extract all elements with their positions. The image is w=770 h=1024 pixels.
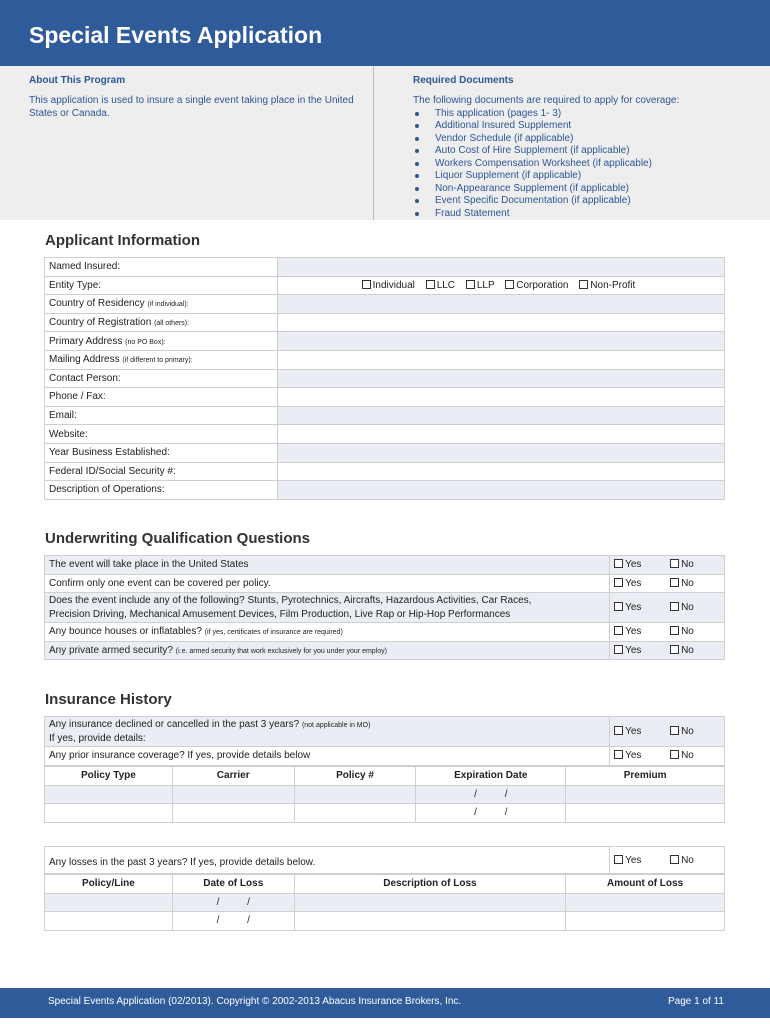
checkbox-icon [670,602,679,611]
question-3: Does the event include any of the following? Stunts, Pyrotechnics, Aircrafts, Hazardous Activities, Car Races, Precision Driving, Mechanical Amusement Devices, Film Production, Live Rap or Hip-Hop Performances [45,593,610,623]
table-row [45,313,725,332]
table-row [45,717,725,747]
no-checkbox[interactable]: No [670,626,694,637]
country-residency-field[interactable] [277,295,724,314]
checkbox-icon [614,626,623,635]
underwriting-section-title: Underwriting Qualification Questions [45,530,311,547]
table-row [45,556,725,575]
carrier-cell[interactable] [172,804,294,823]
policy-number-cell[interactable] [294,785,416,804]
documents-heading: Required Documents [413,75,514,86]
table-row [45,443,725,462]
checkbox-icon [614,602,623,611]
table-row [45,875,725,894]
policy-number-cell[interactable] [294,804,416,823]
table-row [45,258,725,277]
policy-line-cell[interactable] [45,912,173,931]
question-1: The event will take place in the United States [45,556,610,575]
primary-address-label: Primary Address (no PO Box): [45,332,278,351]
entity-option-non-profit[interactable]: Non-Profit [579,280,635,291]
history-section-title: Insurance History [45,691,172,708]
website-label: Website: [45,425,278,444]
checkbox-icon [670,559,679,568]
checkbox-icon [614,578,623,587]
losses-question-table [44,846,725,874]
premium-cell[interactable] [566,804,725,823]
list-item: Auto Cost of Hire Supplement (if applicable) [413,145,753,158]
checkbox-icon [670,750,679,759]
checkbox-icon [362,280,371,289]
checkbox-icon [670,855,679,864]
table-row [45,406,725,425]
expiration-date-cell[interactable]: / / [416,785,566,804]
header-policy-type: Policy Type [45,767,173,786]
yes-checkbox[interactable]: Yes [614,578,670,589]
carrier-cell[interactable] [172,785,294,804]
checkbox-icon [614,559,623,568]
header-policy-line: Policy/Line [45,875,173,894]
mailing-address-label: Mailing Address (if different to primary): [45,350,278,369]
question-3-answers [610,593,725,623]
no-checkbox[interactable]: No [670,645,694,656]
list-item: Workers Compensation Worksheet (if applicable) [413,158,753,171]
table-row [45,785,725,804]
program-text: This application is used to insure a single event taking place in the United States or Canada. [29,95,354,119]
header-expiration-date: Expiration Date [416,767,566,786]
table-row [45,369,725,388]
expiration-date-cell[interactable]: / / [416,804,566,823]
yes-checkbox[interactable]: Yes [614,559,670,570]
header-description-of-loss: Description of Loss [294,875,566,894]
table-row [45,747,725,766]
named-insured-field[interactable] [277,258,724,277]
program-heading: About This Program [29,75,126,86]
table-row [45,388,725,407]
page-footer [0,988,770,1018]
intro-divider [373,66,374,220]
year-established-field[interactable] [277,443,724,462]
header-date-of-loss: Date of Loss [172,875,294,894]
list-item: Vendor Schedule (if applicable) [413,133,753,146]
date-of-loss-cell[interactable]: / / [172,912,294,931]
no-checkbox[interactable]: No [670,602,694,613]
no-checkbox[interactable]: No [670,726,694,737]
yes-checkbox[interactable]: Yes [614,645,670,656]
premium-cell[interactable] [566,785,725,804]
policy-table [44,766,725,823]
question-2-answers [610,574,725,593]
checkbox-icon [614,726,623,735]
checkbox-icon [614,855,623,864]
entity-option-llc[interactable]: LLC [426,280,455,291]
contact-person-label: Contact Person: [45,369,278,388]
phone-fax-field[interactable] [277,388,724,407]
prior-answers [610,747,725,766]
losses-answers [610,847,725,874]
federal-id-label: Federal ID/Social Security #: [45,462,278,481]
entity-type-label: Entity Type: [45,276,278,295]
question-4-answers [610,623,725,642]
checkbox-icon [505,280,514,289]
list-item: Additional Insured Supplement [413,120,753,133]
table-row [45,847,725,874]
checkbox-icon [670,726,679,735]
federal-id-field[interactable] [277,462,724,481]
table-row [45,767,725,786]
checkbox-icon [614,750,623,759]
table-row [45,462,725,481]
page-title: Special Events Application [29,22,323,48]
header-policy-number: Policy # [294,767,416,786]
question-5: Any private armed security? (i.e. armed security that work exclusively for you under your employ) [45,641,610,660]
question-5-answers [610,641,725,660]
no-checkbox[interactable]: No [670,559,694,570]
no-checkbox[interactable]: No [670,855,694,866]
checkbox-icon [426,280,435,289]
table-row [45,332,725,351]
declined-question: Any insurance declined or cancelled in the past 3 years? (not applicable in MO) If yes, provide details: [45,717,610,747]
checkbox-icon [670,578,679,587]
checkbox-icon [670,626,679,635]
amount-of-loss-cell[interactable] [566,893,725,912]
table-row [45,623,725,642]
list-item: Event Specific Documentation (if applicable) [413,195,753,208]
country-residency-label: Country of Residency (if individual): [45,295,278,314]
yes-checkbox[interactable]: Yes [614,602,670,613]
losses-table [44,874,725,931]
named-insured-label: Named Insured: [45,258,278,277]
losses-question: Any losses in the past 3 years? If yes, provide details below. [45,847,610,874]
checkbox-icon [670,645,679,654]
entity-type-options [277,276,724,295]
page-number: Page 1 of 11 [668,996,724,1007]
entity-option-corporation[interactable]: Corporation [505,280,568,291]
checkbox-icon [579,280,588,289]
description-label: Description of Operations: [45,481,278,500]
applicant-table [44,257,725,500]
table-row [45,574,725,593]
list-item: This application (pages 1- 3) [413,108,753,121]
no-checkbox[interactable]: No [670,578,694,589]
year-established-label: Year Business Established: [45,443,278,462]
declined-answers [610,717,725,747]
policy-type-cell[interactable] [45,785,173,804]
policy-line-cell[interactable] [45,893,173,912]
documents-intro: The following documents are required to apply for coverage: [413,95,680,106]
country-registration-label: Country of Registration (all others): [45,313,278,332]
country-registration-field[interactable] [277,313,724,332]
amount-of-loss-cell[interactable] [566,912,725,931]
no-checkbox[interactable]: No [670,750,694,761]
table-row [45,641,725,660]
checkbox-icon [614,645,623,654]
applicant-section-title: Applicant Information [45,232,200,249]
header-carrier: Carrier [172,767,294,786]
table-row [45,593,725,623]
policy-type-cell[interactable] [45,804,173,823]
date-of-loss-cell[interactable]: / / [172,893,294,912]
documents-list [413,108,753,221]
table-row [45,804,725,823]
header-premium: Premium [566,767,725,786]
footer-copyright: Special Events Application (02/2013). Copyright © 2002-2013 Abacus Insurance Brokers, Inc. [48,996,462,1007]
question-2: Confirm only one event can be covered per policy. [45,574,610,593]
table-row [45,295,725,314]
yes-checkbox[interactable]: Yes [614,750,670,761]
list-item: Liquor Supplement (if applicable) [413,170,753,183]
table-row [45,893,725,912]
list-item: Fraud Statement [413,208,753,221]
underwriting-table [44,555,725,660]
primary-address-field[interactable] [277,332,724,351]
table-row [45,481,725,500]
entity-option-individual[interactable]: Individual [362,280,415,291]
table-row [45,276,725,295]
description-of-loss-cell[interactable] [294,893,566,912]
email-field[interactable] [277,406,724,425]
email-label: Email: [45,406,278,425]
intro-panel [0,66,770,220]
question-4: Any bounce houses or inflatables? (if yes, certificates of insurance are required) [45,623,610,642]
phone-fax-label: Phone / Fax: [45,388,278,407]
yes-checkbox[interactable]: Yes [614,726,670,737]
history-table [44,716,725,766]
website-field[interactable] [277,425,724,444]
yes-checkbox[interactable]: Yes [614,626,670,637]
table-row [45,912,725,931]
header-amount-of-loss: Amount of Loss [566,875,725,894]
list-item: Non-Appearance Supplement (if applicable) [413,183,753,196]
page-header [0,0,770,66]
description-field[interactable] [277,481,724,500]
mailing-address-field[interactable] [277,350,724,369]
prior-question: Any prior insurance coverage? If yes, provide details below [45,747,610,766]
table-row [45,425,725,444]
entity-option-llp[interactable]: LLP [466,280,495,291]
checkbox-icon [466,280,475,289]
contact-person-field[interactable] [277,369,724,388]
question-1-answers [610,556,725,575]
table-row [45,350,725,369]
description-of-loss-cell[interactable] [294,912,566,931]
yes-checkbox[interactable]: Yes [614,855,670,866]
